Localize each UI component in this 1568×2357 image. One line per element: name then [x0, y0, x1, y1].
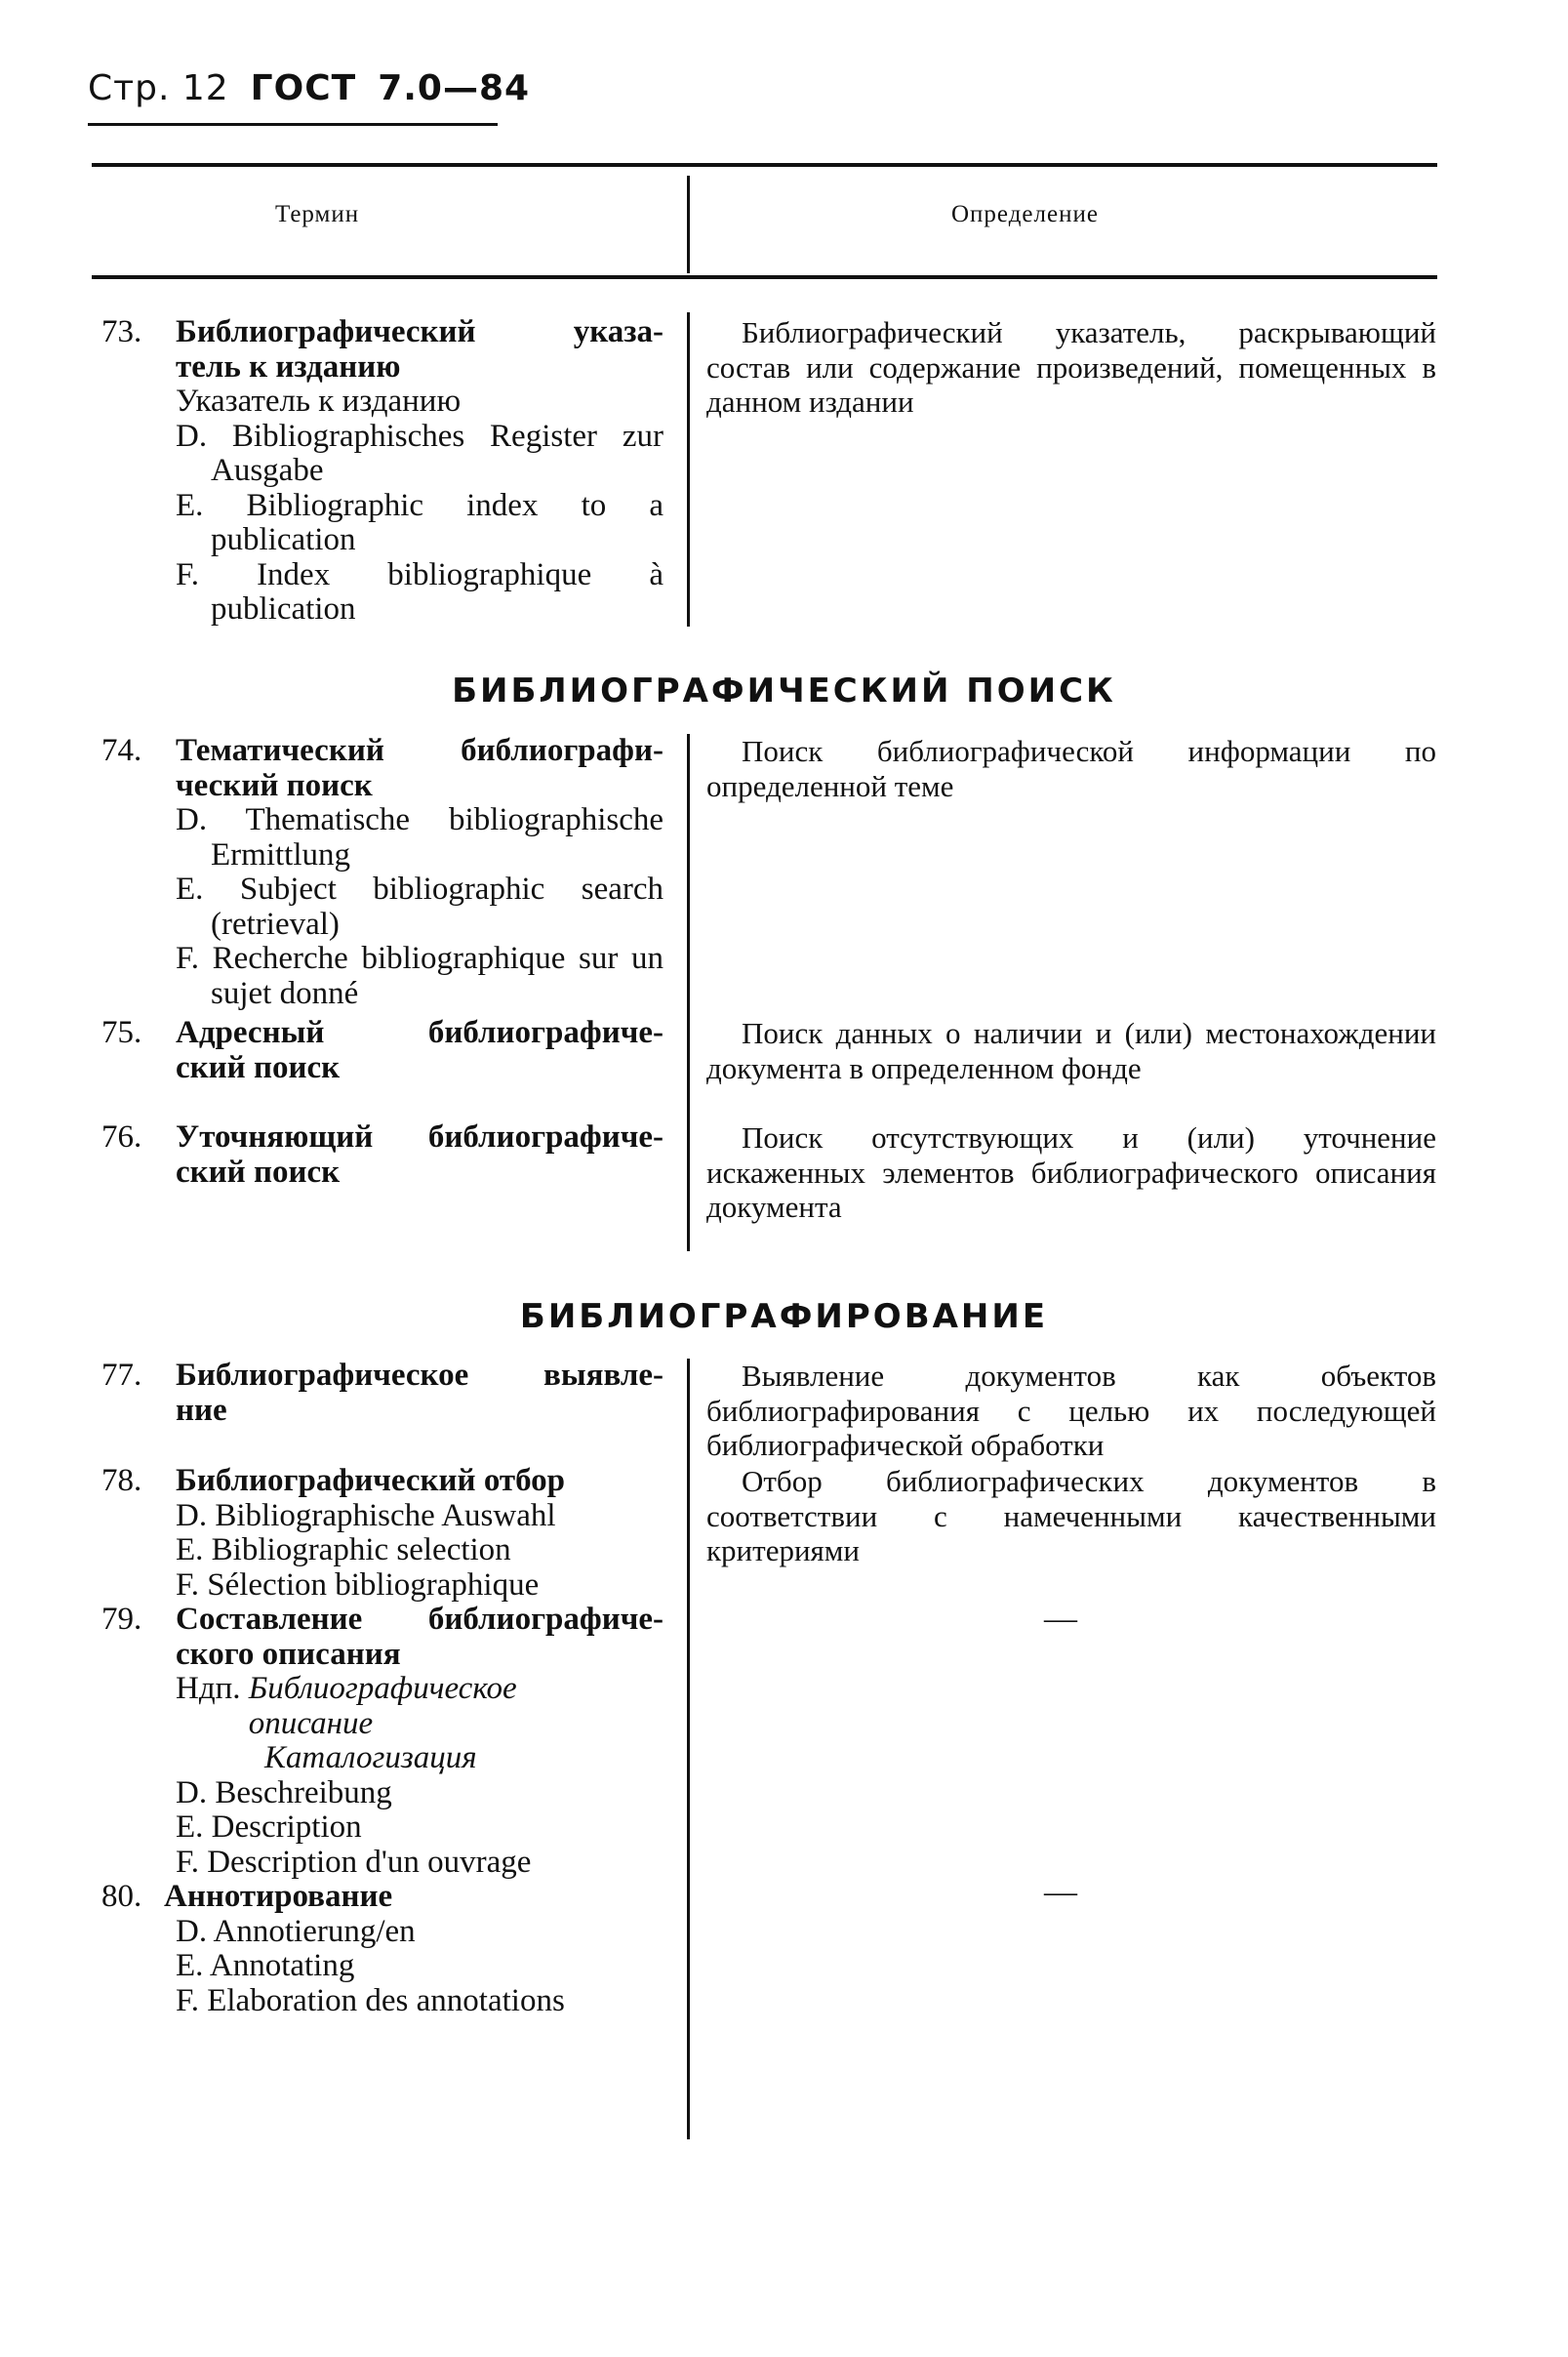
term-title-line: Библиографический указа- [176, 314, 663, 349]
definition-74: Поиск библиографической информации по определенной теме [706, 734, 1436, 803]
ndp-term: Библиографическое описание [248, 1671, 517, 1741]
table-top-rule [92, 163, 1437, 167]
section-title: БИБЛИОГРАФИРОВАНИЕ [519, 1297, 1049, 1336]
foreign-equivalent: F. Sélection bibliographique [176, 1566, 540, 1603]
standard-number: 7.0—84 [378, 68, 531, 108]
definition-79: — [1044, 1601, 1077, 1637]
term-entry-77 [101, 1359, 663, 1428]
definition-78: Отбор библиографических документов в соответствии с намеченными качественными критериями [706, 1464, 1436, 1567]
term-entry-78 [101, 1464, 663, 1603]
foreign-equivalent: F. Index bibliographique à publication [176, 556, 663, 627]
term-entry-76 [101, 1120, 663, 1190]
header-rule [88, 123, 498, 126]
page-number: Стр. 12 [88, 68, 229, 108]
term-title-line: Адресный библиографиче- [176, 1015, 663, 1050]
foreign-equivalent: E. Bibliographic selection [176, 1532, 511, 1567]
term-title-line: Библиографический отбор [176, 1463, 566, 1498]
non-recommended-synonym [176, 1672, 663, 1741]
definition-76: Поиск отсутствующих и (или) уточнение искаженных элементов библиографического описания документа [706, 1120, 1436, 1224]
term-number: 74. [101, 733, 142, 768]
term-title-line: ние [176, 1392, 227, 1428]
term-entry-75 [101, 1016, 663, 1085]
foreign-equivalent: D. Annotierung/en [176, 1913, 416, 1949]
ndp-label: Ндп. [176, 1671, 241, 1706]
foreign-equivalent: E. Subject bibliographic search (retrieval) [176, 872, 663, 942]
foreign-equivalent: E. Annotating [176, 1948, 355, 1983]
foreign-equivalent: F. Elaboration des annotations [176, 1982, 565, 2018]
term-number: 77. [101, 1358, 142, 1393]
foreign-equivalent: E. Bibliographic index to a publication [176, 487, 663, 557]
section-title: БИБЛИОГРАФИЧЕСКИЙ ПОИСК [452, 671, 1116, 711]
term-entry-74 [101, 734, 663, 1011]
column-header-term: Термин [275, 201, 360, 227]
column-header-definition: Определение [951, 201, 1099, 227]
term-title-line: Аннотирование [164, 1879, 393, 1914]
standard-label: ГОСТ [250, 68, 357, 108]
column-separator [687, 734, 690, 1251]
term-title-line: Уточняющий библиографиче- [176, 1119, 663, 1155]
column-separator [687, 1359, 690, 2139]
foreign-equivalent: F. Description d'un ouvrage [176, 1844, 532, 1880]
definition-77: Выявление документов как объектов библиографирования с целью их последующей библиографической обработки [706, 1359, 1436, 1462]
ndp-term: Каталогизация [264, 1740, 477, 1775]
term-number: 73. [101, 314, 142, 349]
definition-80: — [1044, 1874, 1077, 1910]
term-number: 78. [101, 1463, 142, 1498]
foreign-equivalent: D. Bibliographische Auswahl [176, 1497, 556, 1533]
table-head-rule [92, 275, 1437, 279]
foreign-equivalent: D. Bibliographisches Register zur Ausgabe [176, 418, 663, 488]
foreign-equivalent: F. Recherche bibliographique sur un sujet donné [176, 941, 663, 1011]
column-separator [687, 312, 690, 627]
term-number: 75. [101, 1015, 142, 1050]
term-title-line: ского описания [176, 1636, 401, 1672]
term-title-line: Библиографическое выявле- [176, 1358, 663, 1393]
table-head-separator [687, 176, 690, 273]
foreign-equivalent: E. Description [176, 1809, 362, 1845]
definition-73: Библиографический указатель, раскрывающий состав или содержание произведений, помещенных в данном издании [706, 315, 1436, 419]
term-synonym: Указатель к изданию [176, 384, 462, 419]
term-number: 80. [101, 1879, 142, 1914]
term-number: 79. [101, 1602, 142, 1637]
foreign-equivalent: D. Beschreibung [176, 1774, 392, 1810]
foreign-equivalent: D. Thematische bibliographische Ermittlung [176, 802, 664, 873]
term-number: 76. [101, 1119, 142, 1155]
term-title-line: ский поиск [176, 1049, 341, 1085]
term-title-line: тель к изданию [176, 348, 401, 385]
term-entry-79 [101, 1603, 663, 1880]
term-entry-80 [101, 1880, 663, 2018]
term-title-line: Составление библиографиче- [176, 1602, 663, 1637]
definition-75: Поиск данных о наличии и (или) местонахождении документа в определенном фонде [706, 1016, 1436, 1085]
page-header [88, 68, 530, 108]
term-title-line: Тематический библиографи- [176, 733, 663, 768]
term-title-line: ский поиск [176, 1154, 341, 1190]
term-title-line: ческий поиск [176, 767, 373, 803]
term-entry-73 [101, 315, 663, 628]
